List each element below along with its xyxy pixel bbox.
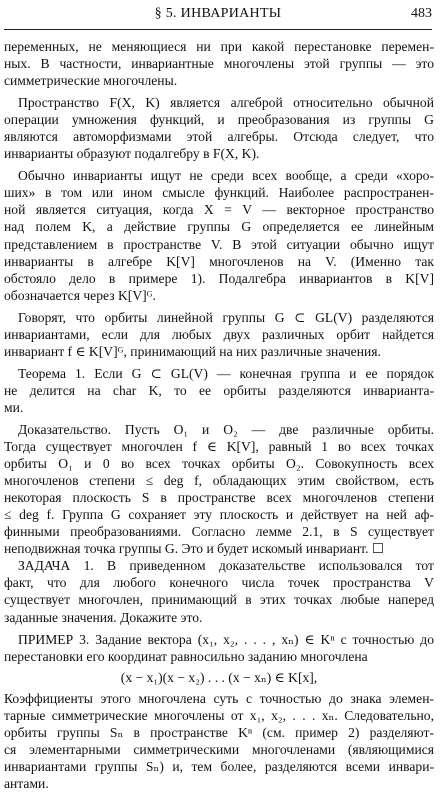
text-line: заданные значения. Докажите это. <box>4 609 203 625</box>
page-number: 483 <box>411 6 432 21</box>
text-line: обстояло дело в примере 1). Подалгебра инвариантов в K[V] <box>4 270 434 286</box>
text-line: симметрические многочлены. <box>4 73 178 89</box>
text-line: ПРИМЕР 3. Задание вектора (x₁, x₂, . . . , xₙ) ∈ Kⁿ с точностью до <box>18 631 434 647</box>
text-line: Коэффициенты этого многочлена суть с точностью до знака элемен- <box>4 690 434 706</box>
section-title: § 5. ИНВАРИАНТЫ <box>154 6 282 21</box>
text-line: антами. <box>4 775 49 791</box>
text-line: обозначается через K[V]ᴳ. <box>4 287 156 303</box>
text-line: являются автоморфизмами этой алгебры. Отсюда следует, что <box>4 129 434 145</box>
text-line: ≤ deg f. Группа G сохраняет эту плоскость и действует на ней аф- <box>4 507 434 523</box>
text-line: существует многочлен, принимающий в этих точках любые наперед <box>4 592 434 608</box>
text-line: представлением в пространстве V. В этой ситуации обычно ищут <box>4 236 434 252</box>
text-line: ми. <box>4 399 24 415</box>
text-line: Обычно инварианты ищут не среди всех вообще, а среди «хоро- <box>18 168 434 184</box>
text-line: некоторая плоскость S в пространстве всех многочленов степени <box>4 490 434 506</box>
formula-line: (x − x₁)(x − x₂) . . . (x − xₙ) ∈ K[x], <box>120 669 318 685</box>
text-line: операции умножения функций, и преобразования из группы G <box>4 112 434 128</box>
text-line: финными преобразованиями. Согласно лемме 2.1, в S существует <box>4 524 434 540</box>
text-line: многочленов степени ≤ deg f, обладающих этим свойством, есть <box>4 473 434 489</box>
text-line: Доказательство. Пусть O₁ и O₂ — две различные орбиты. <box>18 421 434 437</box>
text-line: Пространство F(X, K) является алгеброй относительно обычной <box>18 95 434 111</box>
running-header <box>4 3 432 30</box>
text-line: ных. В частности, инвариантные многочлены этой группы — это <box>4 56 434 72</box>
text-line: инварианты в алгебре K[V] многочленов на V. (Именно так <box>4 253 434 269</box>
text-line: инвариант f ∈ K[V]ᴳ, принимающий на них различные значения. <box>4 343 381 359</box>
text-line: инварианты образуют подалгебру в F(X, K). <box>4 146 260 162</box>
text-line: перестановки его координат равносильно заданию многочлена <box>4 648 368 664</box>
text-line: не делится на char K, то ее орбиты разделяются инварианта- <box>4 382 434 398</box>
text-line: орбиты O₁ и 0 во всех точках орбиты O₂. Совокупность всех <box>4 456 434 472</box>
page-body <box>4 38 434 792</box>
text-line: тарные симметрические многочлены от x₁, x₂, . . . xₙ. Следовательно, <box>4 707 434 723</box>
text-line: Теорема 1. Если G ⊂ GL(V) — конечная группа и ее порядок <box>18 365 434 381</box>
text-line: Тогда существует многочлен f ∈ K[V], равный 1 во всех точках <box>4 439 434 455</box>
text-line: инвариантами, если для любых двух различных орбит найдется <box>4 326 434 342</box>
text-line: переменных, не меняющиеся ни при какой перестановке перемен- <box>4 39 434 54</box>
text-line: над полем K, а действие группы G определяется ее линейным <box>4 219 434 235</box>
text-line: ЗАДАЧА 1. В приведенном доказательстве использовался тот <box>18 558 434 574</box>
text-line: орбиты группы Sₙ в пространстве Kⁿ (см. пример 2) разделяют- <box>4 724 434 740</box>
text-line: ной является ситуация, когда X = V — векторное пространство <box>4 202 434 218</box>
text-line: ших» в том или ином смысле функций. Наиболее распространен- <box>4 185 434 201</box>
text-line: ся элементарными симметрическими многочленами (являющимися <box>4 741 434 757</box>
text-line: инвариантами группы Sₙ) и, тем более, разделяются всеми инвари- <box>4 758 434 774</box>
text-line: неподвижная точка группы G. Это и будет искомый инвариант. ☐ <box>4 541 385 557</box>
text-line: Говорят, что орбиты линейной группы G ⊂ GL(V) разделяются <box>18 309 434 325</box>
text-line: факт, что для любого конечного числа точек пространства V <box>4 575 434 591</box>
